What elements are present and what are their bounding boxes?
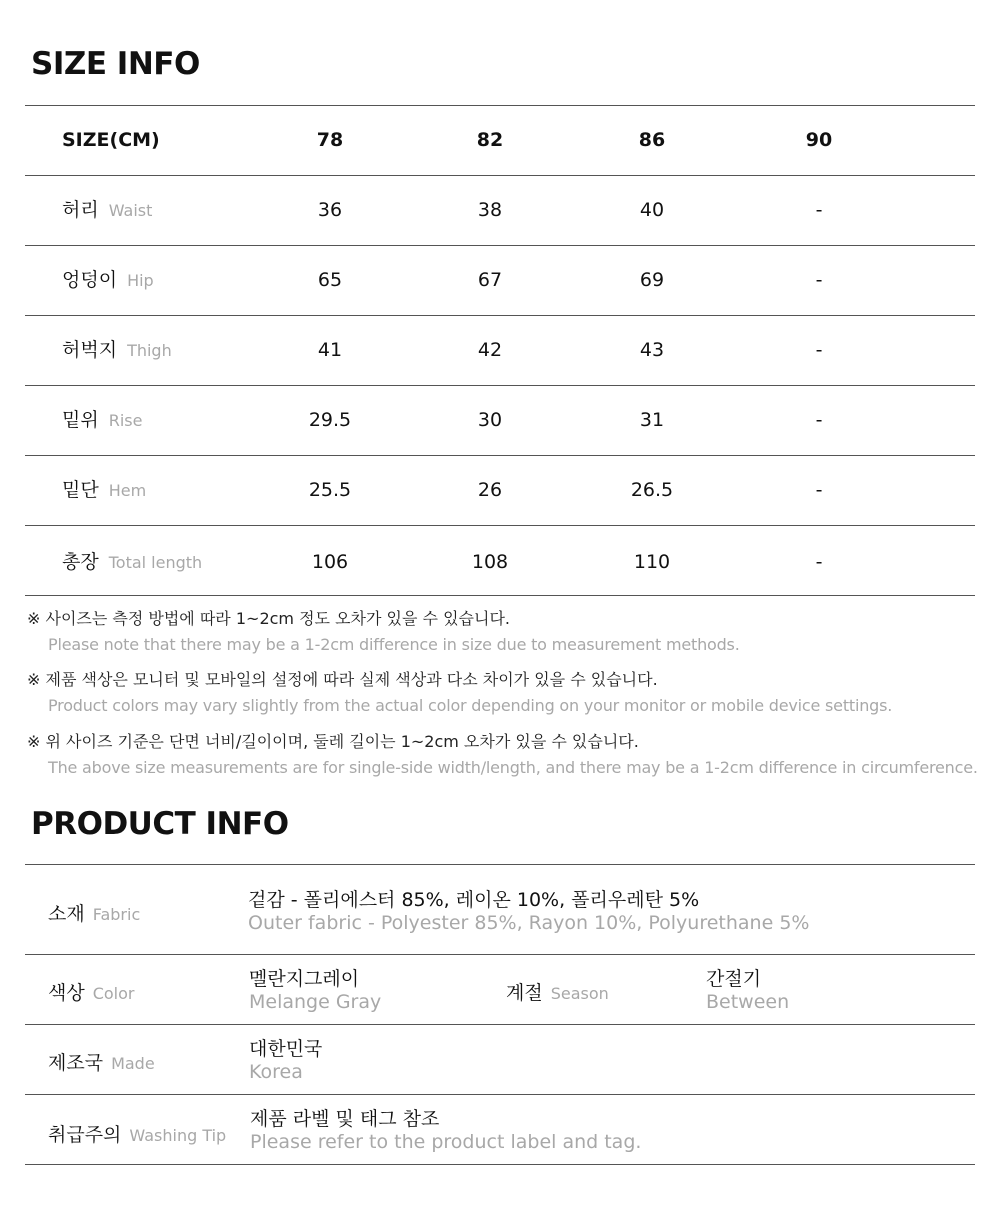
size-info-title: SIZE INFO <box>31 46 200 82</box>
row-label <box>62 455 146 525</box>
row-label <box>48 1120 226 1147</box>
size-row-hem <box>25 455 975 525</box>
row-label-ko: 총장 <box>62 551 99 573</box>
row-label-ko: 허리 <box>62 199 99 221</box>
product-info-title: PRODUCT INFO <box>31 806 289 842</box>
season-label <box>506 978 609 1005</box>
fabric-value <box>248 889 809 935</box>
value-ko: 겉감 - 폴리에스터 85%, 레이온 10%, 폴리우레탄 5% <box>248 889 700 911</box>
table-divider <box>25 525 975 526</box>
row-label <box>62 315 172 385</box>
product-row-made <box>25 1024 975 1094</box>
size-row-thigh <box>25 315 975 385</box>
table-cell: - <box>815 199 823 221</box>
row-label-ko: 허벅지 <box>62 339 118 361</box>
product-row-washing <box>25 1094 975 1164</box>
value-en: Melange Gray <box>249 991 382 1013</box>
row-label-en: Made <box>111 1054 155 1073</box>
row-label-en: Hem <box>108 481 147 500</box>
value-ko: 멜란지그레이 <box>249 968 360 990</box>
table-cell: 41 <box>317 339 343 361</box>
product-row-fabric <box>25 864 975 954</box>
table-cell: - <box>815 551 823 573</box>
note-en: Product colors may vary slightly from the actual color depending on your monitor or mobile device settings. <box>48 696 893 715</box>
row-label <box>62 175 152 245</box>
size-row-hip <box>25 245 975 315</box>
row-label-en: Color <box>92 984 135 1003</box>
table-cell: 106 <box>311 551 349 573</box>
size-header-row <box>25 105 975 175</box>
row-label-en: Rise <box>108 411 143 430</box>
note-ko: ※ 제품 색상은 모니터 및 모바일의 설정에 따라 실제 색상과 다소 차이가 있을 수 있습니다. <box>27 670 658 689</box>
value-en: Korea <box>249 1061 303 1083</box>
size-header-82: 82 <box>476 129 504 151</box>
table-cell: 67 <box>477 269 503 291</box>
note-ko: ※ 사이즈는 측정 방법에 따라 1~2cm 정도 오차가 있을 수 있습니다. <box>27 609 510 628</box>
table-cell: - <box>815 409 823 431</box>
table-cell: 29.5 <box>308 409 352 431</box>
row-label <box>62 385 142 455</box>
table-cell: 26.5 <box>630 479 674 501</box>
row-label-en: Season <box>550 984 609 1003</box>
note-ko: ※ 위 사이즈 기준은 단면 너비/길이이며, 둘레 길이는 1~2cm 오차가 있을 수 있습니다. <box>27 732 639 751</box>
table-cell: 38 <box>477 199 503 221</box>
row-label-en: Total length <box>108 553 203 572</box>
size-header-78: 78 <box>316 129 344 151</box>
row-label-ko: 색상 <box>48 982 85 1004</box>
row-label-en: Hip <box>127 271 154 290</box>
table-cell: 25.5 <box>308 479 352 501</box>
size-header-label: SIZE(CM) <box>62 129 160 151</box>
table-cell: 42 <box>477 339 503 361</box>
row-label <box>48 1048 155 1075</box>
row-label-ko: 밑단 <box>62 479 99 501</box>
value-en: Outer fabric - Polyester 85%, Rayon 10%, Polyurethane 5% <box>248 912 810 934</box>
table-cell: 36 <box>317 199 343 221</box>
table-divider <box>25 1164 975 1165</box>
color-value <box>249 968 381 1014</box>
table-cell: 31 <box>639 409 665 431</box>
value-en: Between <box>706 991 790 1013</box>
table-cell: 108 <box>471 551 509 573</box>
product-row-color-season <box>25 954 975 1024</box>
note-en: The above size measurements are for single-side width/length, and there may be a 1-2cm difference in circumference. <box>48 758 978 777</box>
table-cell: - <box>815 339 823 361</box>
table-cell: - <box>815 269 823 291</box>
row-label-ko: 제조국 <box>48 1052 104 1074</box>
size-row-rise <box>25 385 975 455</box>
table-cell: 40 <box>639 199 665 221</box>
row-label <box>48 899 140 926</box>
row-label-ko: 밑위 <box>62 409 99 431</box>
note-size-basis <box>27 731 987 779</box>
table-cell: - <box>815 479 823 501</box>
size-row-total-length <box>25 527 975 597</box>
washing-value <box>250 1108 641 1154</box>
note-color <box>27 669 987 717</box>
row-label-en: Washing Tip <box>129 1126 227 1145</box>
row-label <box>62 527 202 597</box>
row-label-ko: 엉덩이 <box>62 269 118 291</box>
made-value <box>249 1038 322 1084</box>
size-row-waist <box>25 175 975 245</box>
season-value <box>706 968 789 1014</box>
table-cell: 65 <box>317 269 343 291</box>
table-divider <box>25 595 975 596</box>
value-ko: 간절기 <box>706 968 762 990</box>
table-cell: 43 <box>639 339 665 361</box>
size-header-86: 86 <box>638 129 666 151</box>
note-measurement <box>27 608 987 656</box>
value-ko: 대한민국 <box>249 1038 323 1060</box>
row-label-en: Fabric <box>92 905 141 924</box>
row-label-ko: 소재 <box>48 903 85 925</box>
row-label <box>62 245 154 315</box>
row-label-ko: 계절 <box>506 982 543 1004</box>
table-cell: 26 <box>477 479 503 501</box>
size-header-90: 90 <box>805 129 833 151</box>
table-cell: 30 <box>477 409 503 431</box>
table-cell: 110 <box>633 551 671 573</box>
value-en: Please refer to the product label and tag. <box>250 1131 642 1153</box>
row-label-ko: 취급주의 <box>48 1124 122 1146</box>
row-label-en: Thigh <box>127 341 172 360</box>
note-en: Please note that there may be a 1-2cm difference in size due to measurement methods. <box>48 635 740 654</box>
row-label <box>48 978 135 1005</box>
row-label-en: Waist <box>108 201 153 220</box>
value-ko: 제품 라벨 및 태그 참조 <box>250 1108 440 1130</box>
table-cell: 69 <box>639 269 665 291</box>
